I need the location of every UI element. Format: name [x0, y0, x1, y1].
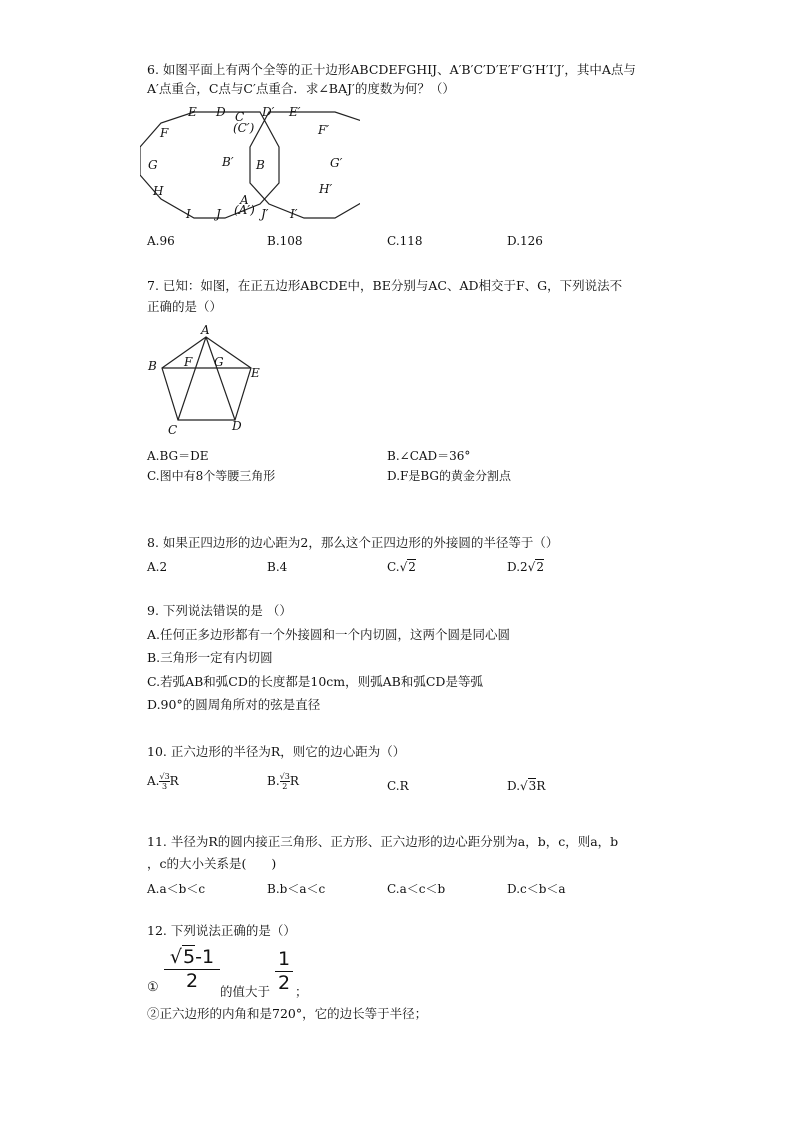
q7-stem-line2: 正确的是（） — [147, 299, 223, 314]
q8-option-d: D.2√2 — [507, 560, 544, 574]
q7-option-d: D.F是BG的黄金分割点 — [387, 469, 511, 483]
label-Dp: D′ — [262, 105, 275, 119]
label-C: C — [235, 110, 245, 124]
label-B: B — [256, 158, 265, 172]
q12-fraction-half: 1 2 — [275, 948, 293, 994]
label-E: E — [251, 366, 260, 380]
q11-stem-line1: 11. 半径为R的圆内接正三角形、正方形、正六边形的边心距分别为a，b，c，则a，b — [147, 834, 619, 849]
label-A: A — [201, 323, 210, 337]
q11-option-b: B.b＜a＜c — [267, 882, 326, 896]
q7-option-b: B.∠CAD＝36° — [387, 449, 471, 463]
label-Ip: I′ — [290, 207, 298, 221]
q7-pentagon-figure — [144, 322, 274, 440]
q8-stem: 8. 如果正四边形的边心距为2，那么这个正四边形的外接圆的半径等于（） — [147, 535, 559, 550]
q8-option-b: B.4 — [267, 560, 288, 574]
q12-item2: ②正六边形的内角和是720°，它的边长等于半径； — [147, 1006, 428, 1021]
label-Ap: (A′) — [234, 203, 255, 217]
segment-AC — [178, 337, 206, 420]
label-C: C — [168, 423, 178, 437]
label-Ep: E′ — [289, 105, 301, 119]
q6-stem-line2: A′点重合，C点与C′点重合．求∠BAJ′的度数为何？（） — [147, 81, 455, 96]
q6-stem-line1: 6. 如图平面上有两个全等的正十边形ABCDEFGHIJ、A′B′C′D′E′F′G′H′I′J′，其中A点与 — [147, 62, 636, 77]
label-Gp: G′ — [330, 156, 343, 170]
q12-item1 — [147, 946, 347, 998]
label-Cp: (C′) — [233, 121, 255, 135]
q6-option-a: A.96 — [147, 234, 175, 248]
q8-option-a: A.2 — [147, 560, 168, 574]
q9-option-a: A.任何正多边形都有一个外接圆和一个内切圆，这两个圆是同心圆 — [147, 627, 511, 642]
q10-option-b: B. $\frac{√3}{2}$ R — [267, 772, 299, 791]
q9-option-c: C.若弧AB和弧CD的长度都是10cm，则弧AB和弧CD是等弧 — [147, 674, 483, 689]
label-F: F — [160, 126, 169, 140]
q11-option-d: D.c＜b＜a — [507, 882, 566, 896]
label-D: D — [216, 105, 226, 119]
q10-option-d: D.√3R — [507, 779, 546, 793]
decagon-right — [250, 112, 360, 218]
q7-stem-line1: 7. 已知：如图，在正五边形ABCDE中，BE分别与AC、AD相交于F、G，下列说法不 — [147, 278, 623, 293]
q12-item1-end: ； — [295, 984, 308, 999]
label-G: G — [214, 355, 224, 369]
q12-stem: 12. 下列说法正确的是（） — [147, 923, 296, 938]
q11-option-a: A.a＜b＜c — [147, 882, 206, 896]
label-Jp: J′ — [261, 207, 269, 221]
label-D: D — [232, 419, 242, 433]
q12-item1-marker: ① — [147, 980, 159, 995]
q6-option-d: D.126 — [507, 234, 543, 248]
q6-decagon-figure — [140, 104, 360, 226]
label-B: B — [148, 359, 157, 373]
label-J: J — [216, 207, 221, 221]
label-A: A — [240, 193, 249, 207]
q9-option-b: B.三角形一定有内切圆 — [147, 650, 273, 665]
label-Hp: H′ — [319, 182, 333, 196]
q6-option-b: B.108 — [267, 234, 303, 248]
q8-option-c: C.√2 — [387, 560, 416, 574]
q12-item1-mid: 的值大于 — [220, 984, 271, 999]
q12-fraction-sqrt5: √5-1 2 — [164, 946, 220, 992]
q10-stem: 10. 正六边形的半径为R，则它的边心距为（） — [147, 744, 406, 759]
segment-AD — [206, 337, 235, 420]
q10-option-a: A. $\frac{√3}{3}$ R — [147, 772, 179, 791]
q7-option-a: A.BG＝DE — [147, 449, 209, 463]
label-G: G — [148, 158, 158, 172]
q6-option-c: C.118 — [387, 234, 423, 248]
label-Bp: B′ — [222, 155, 234, 169]
label-I: I — [186, 207, 191, 221]
label-Fp: F′ — [318, 123, 330, 137]
q7-option-c: C.图中有8个等腰三角形 — [147, 469, 276, 483]
q11-stem-line2: ，c的大小关系是( ) — [147, 856, 277, 871]
label-H: H — [153, 184, 164, 198]
label-F: F — [184, 355, 193, 369]
q9-option-d: D.90°的圆周角所对的弦是直径 — [147, 697, 321, 712]
label-E: E — [188, 105, 197, 119]
q9-stem: 9. 下列说法错误的是 （） — [147, 603, 292, 618]
q10-option-c: C.R — [387, 779, 409, 793]
pentagon — [162, 337, 251, 420]
q11-option-c: C.a＜c＜b — [387, 882, 446, 896]
